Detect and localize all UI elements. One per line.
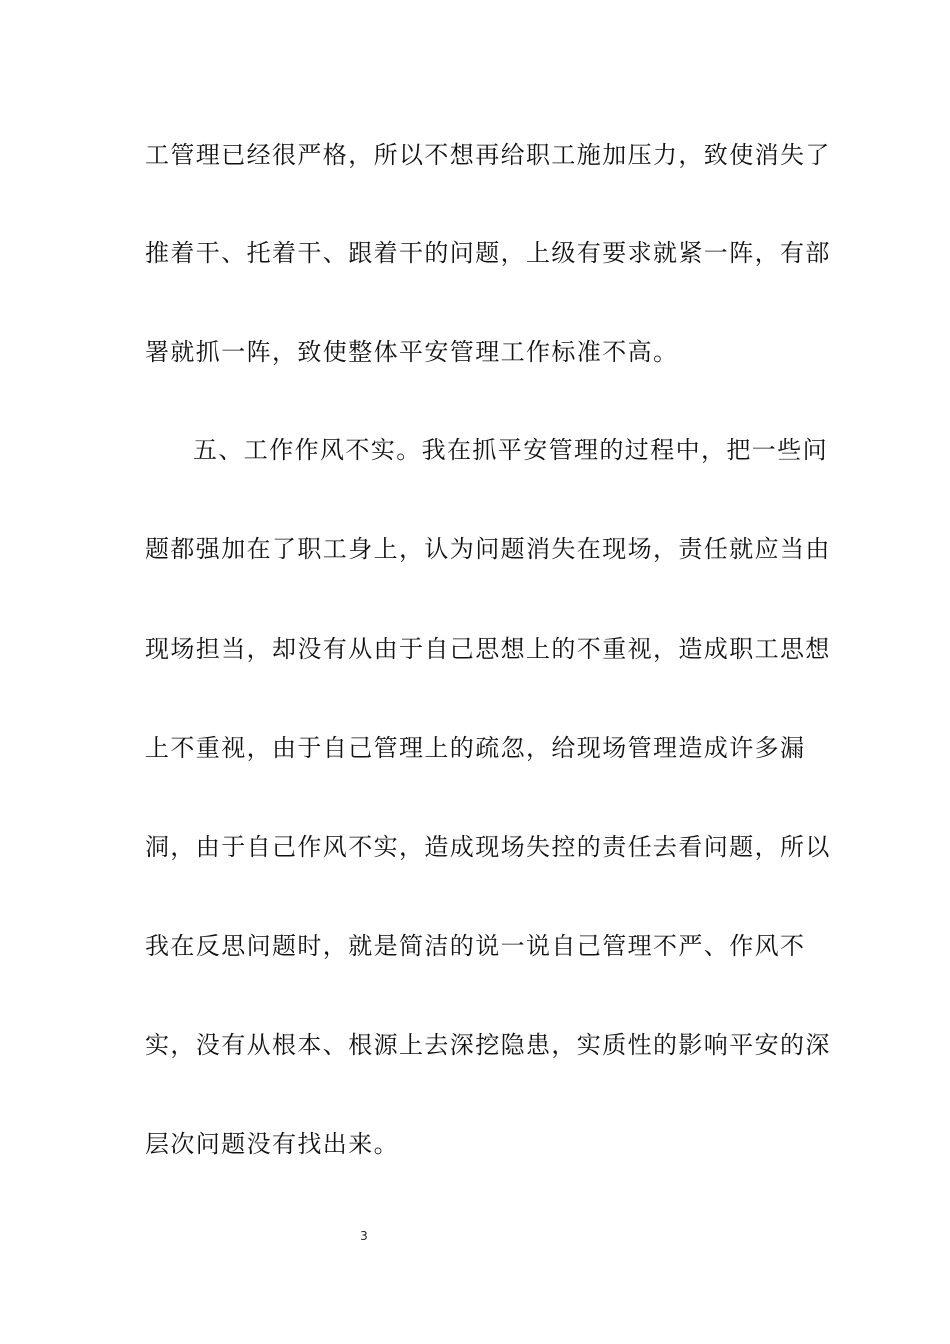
- text-line-1: 工管理已经很严格，所以不想再给职工施加压力，致使消失了: [145, 141, 831, 169]
- text-line-9: 我在反思问题时，就是简洁的说一说自己管理不严、作风不: [145, 932, 806, 960]
- text-line-5: 题都强加在了职工身上，认为问题消失在现场，责任就应当由: [145, 535, 831, 563]
- section-five-heading-line: 五、工作作风不实。我在抓平安管理的过程中，把一些问: [193, 436, 828, 464]
- text-line-10: 实，没有从根本、根源上去深挖隐患，实质性的影响平安的深: [145, 1031, 831, 1059]
- text-line-11: 层次问题没有找出来。: [145, 1130, 399, 1158]
- text-line-2: 推着干、托着干、跟着干的问题，上级有要求就紧一阵，有部: [145, 239, 831, 267]
- text-line-3: 署就抓一阵，致使整体平安管理工作标准不高。: [145, 338, 679, 366]
- text-line-6: 现场担当，却没有从由于自己思想上的不重视，造成职工思想: [145, 635, 831, 663]
- text-line-7: 上不重视，由于自己管理上的疏忽，给现场管理造成许多漏: [145, 734, 806, 762]
- page-number: 3: [360, 1229, 368, 1243]
- text-line-8: 洞，由于自己作风不实，造成现场失控的责任去看问题，所以: [145, 833, 831, 861]
